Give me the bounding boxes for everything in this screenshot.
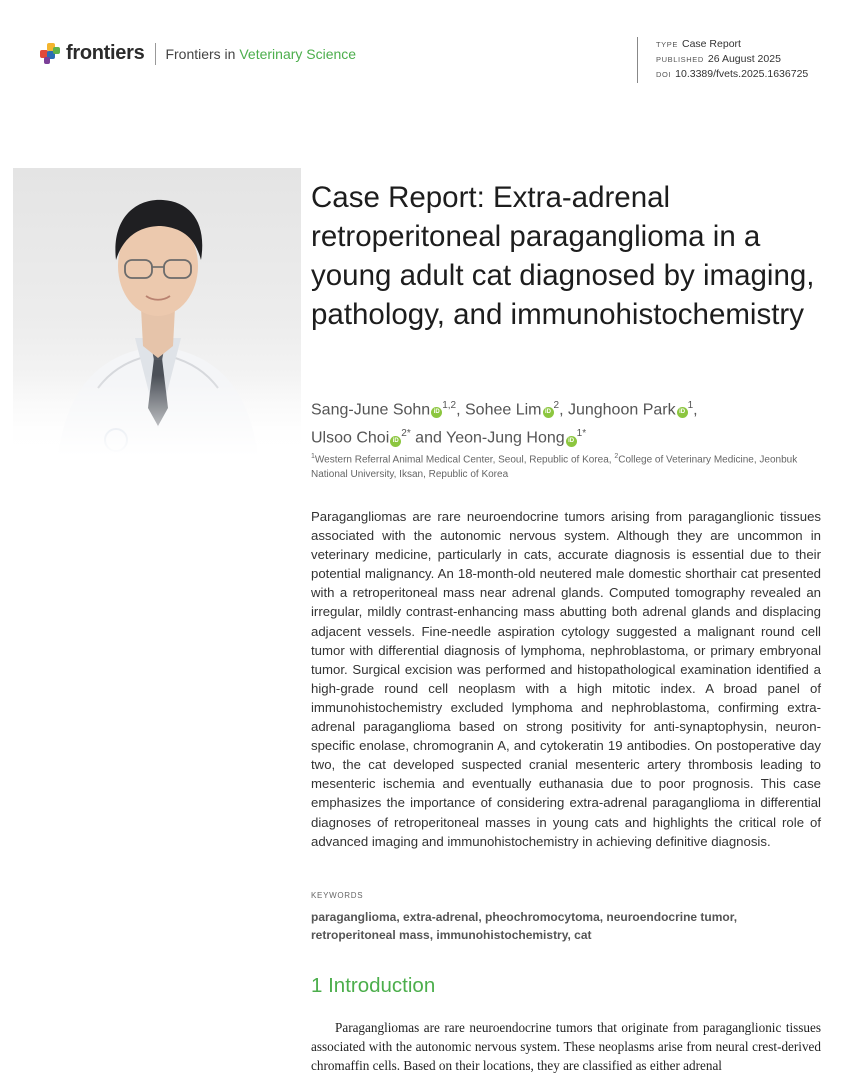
author-name[interactable]: Sohee Lim [465, 401, 542, 419]
introduction-text: Paragangliomas are rare neuroendocrine tumors that originate from paraganglionic tissues associated with the autonomic nervous system. These neoplasms arise from neural crest-derived chromaffin cells. Based on their locations, they are classified as either adrenal [311, 1020, 821, 1074]
author-name[interactable]: Yeon-Jung Hong [446, 429, 565, 447]
frontiers-logo[interactable] [40, 42, 356, 65]
author-affiliation-sup: 1 [687, 400, 694, 411]
keywords: paraganglioma, extra-adrenal, pheochromocytoma, neuroendocrine tumor, retroperitoneal mass, immunohistochemistry, cat [311, 910, 738, 942]
article-meta [637, 37, 808, 83]
author-affiliation-sup: 1* [576, 428, 587, 440]
logo-divider [155, 43, 156, 65]
orcid-icon[interactable]: iD [431, 407, 442, 418]
orcid-icon[interactable]: iD [543, 407, 554, 418]
author-name[interactable]: Ulsoo Choi [311, 429, 390, 447]
orcid-icon[interactable]: iD [390, 436, 401, 447]
author-photo [13, 168, 301, 456]
author-portrait-illustration [13, 168, 301, 456]
doi[interactable]: DOI 10.3389/fvets.2025.1636725 [656, 68, 809, 80]
frontiers-logo-mark-icon [40, 43, 62, 65]
author-name[interactable]: Sang-June Sohn [311, 401, 431, 419]
author-affiliation-sup: 2* [401, 428, 411, 440]
author-name[interactable]: Junghoon Park [567, 401, 676, 419]
brand-name: frontiers [66, 42, 145, 64]
publish-date: PUBLISHED 26 August 2025 [656, 53, 781, 65]
keywords-label: KEYWORDS [311, 891, 364, 900]
abstract: Paragangliomas are rare neuroendocrine tumors arising from paraganglionic tissues associated with the autonomic nervous system. Although they are uncommon in veterinary medicine, particularly in cats, accurate diagnosis is essential due to their potential malignancy. An 18-month-old neutered male domestic shorthair cat presented with a retroperitoneal mass near adrenal glands. Computed tomography revealed an irregular, mildly contrast-enhancing mass abutting both adrenal glands and displacing adjacent vessels. Fine-needle aspiration cytology suggested a malignant round cell tumor with differential diagnosis of lymphoma, nephroblastoma, or primary embryonal tumor. Surgical excision was performed and histopathological examination identified a high-grade round cell neoplasm with a high mitotic index. A broad panel of immunohistochemistry excluded lymphoma and nephroblastoma, confirming extra-adrenal paraganglioma based on strong positivity for anti-synaptophysin, neuron-specific enolase, chromogranin A, and cytokeratin 19 antibodies. On postoperative day two, the cat developed suspected cranial mesenteric artery thrombosis leading to mesenteric ischemia and eventually euthanasia due to poor prognosis. This case emphasizes the importance of considering extra-adrenal paraganglioma in differential diagnoses of retroperitoneal masses in young cats and highlights the critical role of advanced imaging and immunohistochemistry in achieving definitive diagnosis. [311, 509, 821, 849]
affiliations: $^1$Western Referral Animal Medical Center, Seoul, Republic of Korea, $^2$College of Veterinary Medicine, Jeonbuk National University, Iksan, Republic of Korea [311, 453, 798, 480]
author-affiliation-sup: 1,2 [442, 400, 457, 411]
author-affiliation-sup: 2 [553, 400, 560, 411]
article-type: TYPE Case Report [656, 38, 741, 50]
journal-name[interactable]: Frontiers in Veterinary Science [165, 45, 357, 62]
orcid-icon[interactable]: iD [677, 407, 688, 418]
article-title: Case Report: Extra-adrenal retroperitoneal paraganglioma in a young adult cat diagnosed by imaging, pathology, and immunohistochemistry [311, 181, 815, 331]
section-heading: 1 Introduction [311, 974, 436, 997]
orcid-icon[interactable]: iD [566, 436, 577, 447]
author-list: Sang-June Sohn iD$^{1,2}$, Sohee Lim $iD^2$, Junghoon Park $iD^1$, Ulsoo Choi $iD^{2*}$ and Yeon-Jung Hong $iD^{1*}$ [311, 400, 698, 447]
